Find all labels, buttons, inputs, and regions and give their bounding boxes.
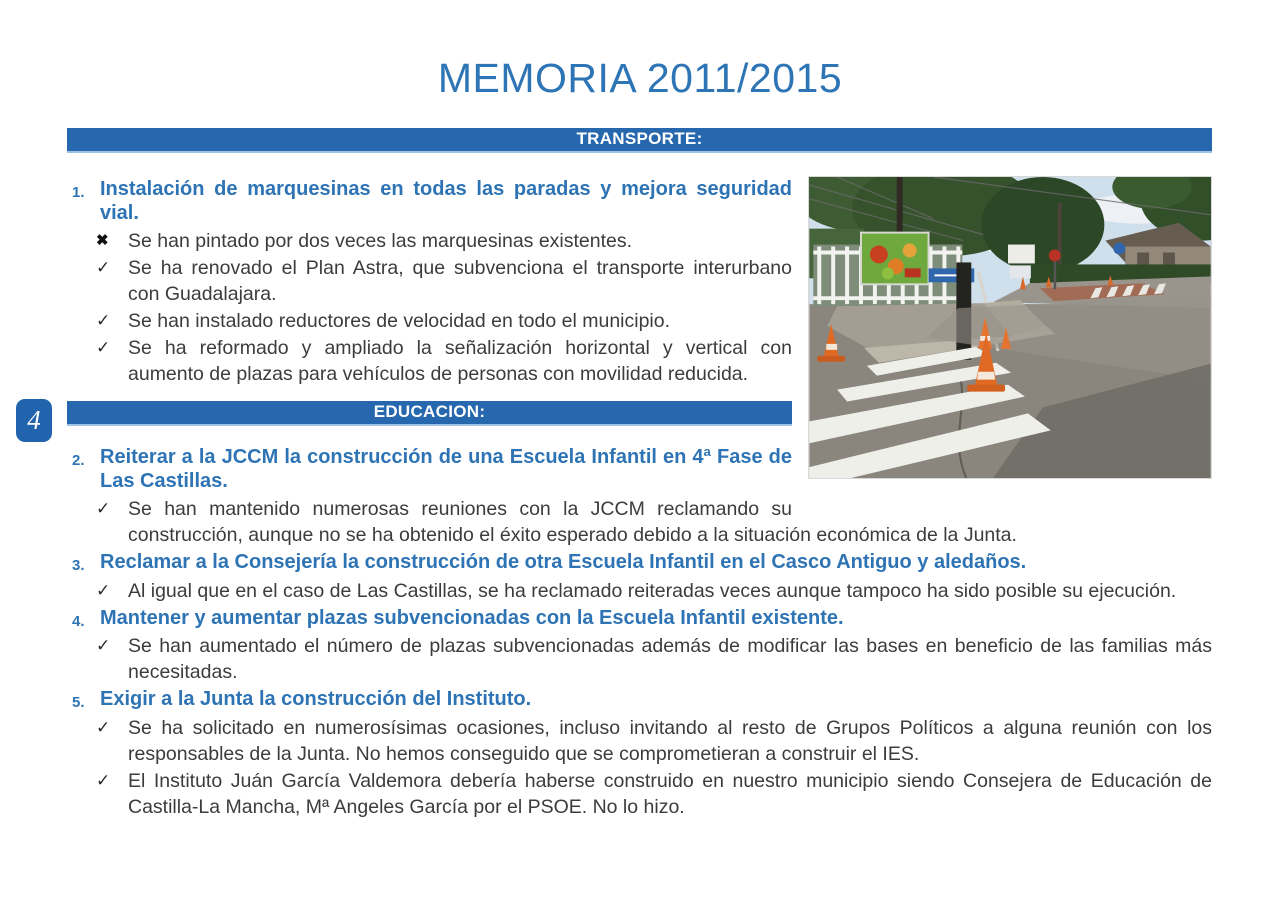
list-item-3 xyxy=(67,551,1212,604)
item-title-text: Exigir a la Junta la construcción del Instituto. xyxy=(100,688,532,710)
list-item-5 xyxy=(67,688,1212,820)
check-icon: ✓ xyxy=(96,311,111,330)
list-item-1 xyxy=(67,178,1212,387)
item-title xyxy=(67,446,1212,493)
bullet-point xyxy=(67,496,1212,548)
check-icon: ✓ xyxy=(96,580,111,600)
item-title xyxy=(67,607,1212,631)
point-text: Se ha reformado y ampliado la señalización horizontal y vertical con aumento de plazas para vehículos de personas con movilidad reducida. xyxy=(128,337,792,385)
check-icon: ✓ xyxy=(96,636,111,655)
page-title: MEMORIA 2011/2015 xyxy=(437,55,843,101)
section-header-transporte: TRANSPORTE: xyxy=(67,128,1212,153)
check-icon: ✓ xyxy=(96,770,111,790)
point-text: Se han aumentado el número de plazas subvencionadas además de modificar las bases en beneficio de las familias más necesitadas. xyxy=(128,635,1212,683)
point-text: Se han pintado por dos veces las marquesinas existentes. xyxy=(128,230,633,252)
check-icon: ✓ xyxy=(96,258,111,277)
point-text: Se han instalado reductores de velocidad en todo el municipio. xyxy=(128,310,671,332)
list-item-4 xyxy=(67,607,1212,686)
section-header-educacion: EDUCACION: xyxy=(67,401,792,426)
item-number: 3. xyxy=(72,557,85,574)
check-icon: ✓ xyxy=(96,338,111,357)
bullet-point xyxy=(67,335,1212,387)
point-text: Se han mantenido numerosas reuniones con la JCCM reclamando su construcción, aunque no se ha obtenido el éxito esperado debido a la situación económica de la Junta. xyxy=(128,498,1017,546)
item-number: 2. xyxy=(72,452,85,469)
item-title-text: Reiterar a la JCCM la construcción de una Escuela Infantil en 4ª Fase de Las Castillas. xyxy=(100,446,792,492)
bullet-point xyxy=(67,255,1212,307)
point-text: Se ha renovado el Plan Astra, que subvenciona el transporte interurbano con Guadalajara. xyxy=(128,257,792,305)
page-number-badge: 4 xyxy=(16,399,52,442)
cross-icon: ✖ xyxy=(96,232,109,249)
item-title xyxy=(67,178,1212,225)
item-title xyxy=(67,688,1212,712)
item-number: 4. xyxy=(72,612,85,630)
document-body xyxy=(67,128,1212,820)
item-number: 1. xyxy=(72,184,85,201)
point-text: Se ha solicitado en numerosísimas ocasiones, incluso invitando al resto de Grupos Políticos a alguna reunión con los responsables de la Junta. No hemos conseguido que se comprometieran a construir el IES. xyxy=(128,716,1212,765)
item-number: 5. xyxy=(72,694,85,711)
item-title-text: Instalación de marquesinas en todas las paradas y mejora seguridad vial. xyxy=(100,178,792,224)
bullet-point xyxy=(67,308,1212,334)
bullet-point xyxy=(67,228,1212,254)
item-title-text: Mantener y aumentar plazas subvencionadas con la Escuela Infantil existente. xyxy=(100,606,844,629)
check-icon: ✓ xyxy=(96,717,111,737)
list-item-2 xyxy=(67,446,1212,548)
bullet-point xyxy=(67,633,1212,685)
point-text: El Instituto Juán García Valdemora debería haberse construido en nuestro municipio siendo Consejera de Educación de Castilla-La Mancha, Mª Angeles García por el PSOE. No lo hizo. xyxy=(128,769,1212,818)
point-text: Al igual que en el caso de Las Castillas, se ha reclamado reiteradas veces aunque tampoco ha sido posible su ejecución. xyxy=(128,579,1177,602)
check-icon: ✓ xyxy=(96,499,111,518)
bullet-point xyxy=(67,578,1212,604)
item-title xyxy=(67,551,1212,575)
bullet-point xyxy=(67,715,1212,767)
item-title-text: Reclamar a la Consejería la construcción de otra Escuela Infantil en el Casco Antiguo y aledaños. xyxy=(100,551,1027,573)
bullet-point xyxy=(67,768,1212,820)
